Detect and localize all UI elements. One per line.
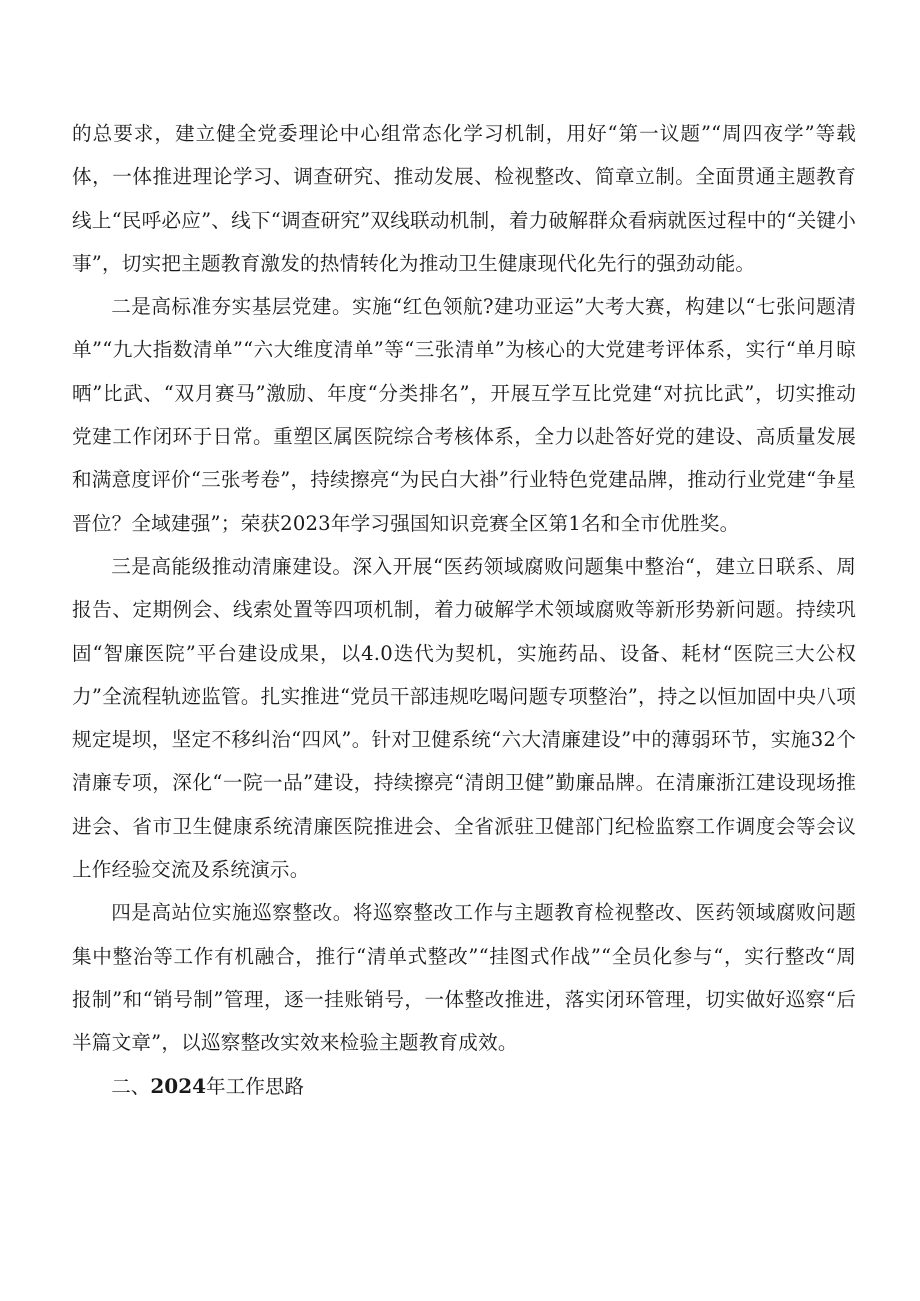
section-heading-suffix: 年工作思路 [206,1074,305,1098]
paragraph-inspection-rectification: 四是高站位实施巡察整改。将巡察整改工作与主题教育检视整改、医药领域腐败问题集中整治等工作有机融合，推行“清单式整改”“挂图式作战”“全员化参与“，实行整改“周报制”和“销号制”管理，逐一挂账销号，一体整改推进，落实闭环管理，切实做好巡察“后半篇文章”，以巡察整改实效来检验主题教育成效。 [72,901,856,1055]
document-body [72,112,856,1108]
paragraph-intro: 的总要求，建立健全党委理论中心组常态化学习机制，用好“第一议题”“周四夜学”等载体，一体推进理论学习、调查研究、推动发展、检视整改、简章立制。全面贯通主题教育线上“民呼必应”、线下“调查研究”双线联动机制，着力破解群众看病就医过程中的“关键小事”，切实把主题教育激发的热情转化为推动卫生健康现代化先行的强劲动能。 [72,122,856,275]
paragraph-clean-governance: 三是高能级推动清廉建设。深入开展“医药领域腐败问题集中整治“，建立日联系、周报告、定期例会、线索处置等四项机制，着力破解学术领域腐败等新形势新问题。持续巩固“智廉医院”平台建设成果，以4.0迭代为契机，实施药品、设备、耗材“医院三大公权力”全流程轨迹监管。扎实推进“党员干部违规吃喝问题专项整治”，持之以恒加固中央八项规定堤坝，坚定不移纠治“四风”。针对卫健系统“六大清廉建设”中的薄弱环节，实施32个清廉专项，深化“一院一品”建设，持续擦亮“清朗卫健”勤廉品牌。在清廉浙江建设现场推进会、省市卫生健康系统清廉医院推进会、全省派驻卫健部门纪检监察工作调度会等会议上作经验交流及系统演示。 [72,554,856,882]
section-heading [72,1065,856,1108]
section-heading-year: 2024 [150,1073,207,1098]
paragraph-party-building: 二是高标准夯实基层党建。实施“红色领航?建功亚运”大考大赛，构建以“七张问题清单”“九大指数清单”“六大维度清单”等“三张清单”为核心的大党建考评体系，实行“单月晾晒”比武、“双月赛马”激励、年度“分类排名”，开展互学互比党建“对抗比武”，切实推动党建工作闭环于日常。重塑区属医院综合考核体系，全力以赴答好党的建设、高质量发展和满意度评价“三张考卷”，持续擦亮“为民白大褂”行业特色党建品牌，推动行业党建“争星晋位？全域建强”；荣获2023年学习强国知识竞赛全区第1名和全市优胜奖。 [72,295,856,535]
section-heading-prefix: 二、 [111,1074,151,1098]
